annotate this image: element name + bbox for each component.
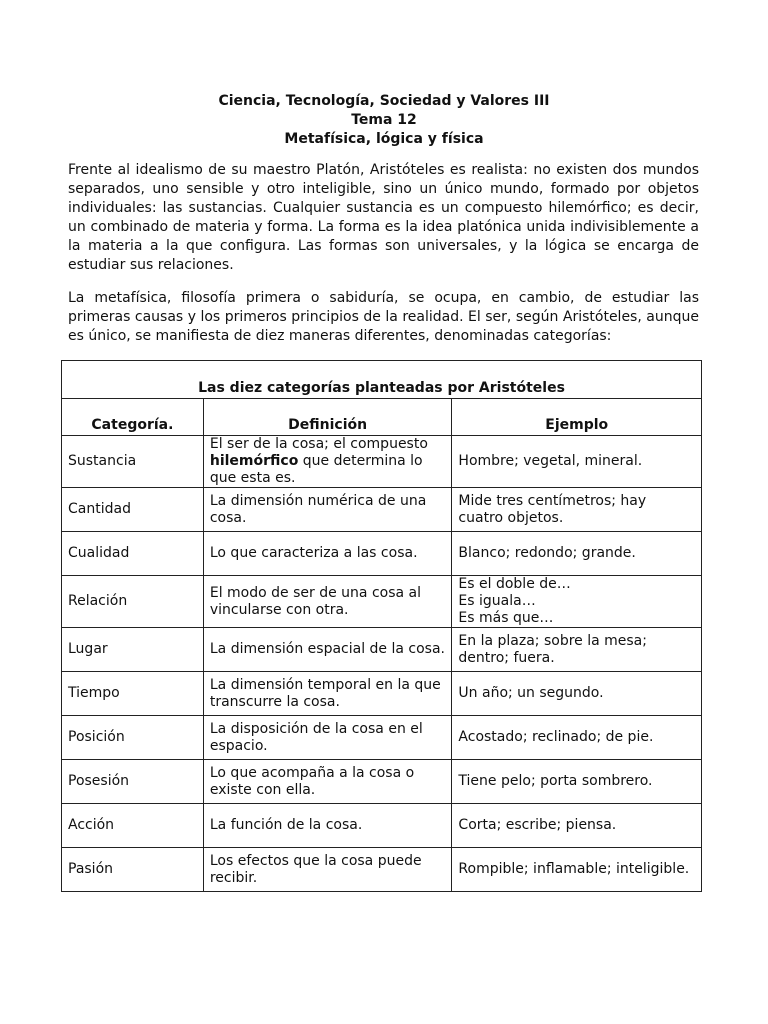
example-cell — [452, 576, 702, 628]
example-line: Es más que… — [458, 610, 554, 626]
example-cell — [452, 716, 702, 760]
table-caption-row — [62, 361, 702, 399]
table-row — [62, 804, 702, 848]
category-cell: Relación — [62, 576, 204, 628]
paragraph-intro: Frente al idealismo de su maestro Platón, Aristóteles es realista: no existen dos mundos separados, uno sensible y otro inteligible, sino un único mundo, formado por objetos individuales: las sustancias. Cualquier sustancia es un compuesto hilemórfico; es decir, un combinado de materia y forma. La forma es la idea platónica unida indivisiblemente a la materia a la que configura. Las formas son universales, y la lógica se encarga de estudiar sus relaciones. — [68, 162, 699, 273]
category-cell: Sustancia — [62, 436, 204, 488]
definition-bold-term: hilemórfico — [209, 453, 299, 469]
example-line: Blanco; redondo; grande. — [458, 545, 636, 561]
definition-cell: La función de la cosa. — [203, 804, 452, 848]
example-line: En la plaza; sobre la mesa; dentro; fuera. — [458, 632, 647, 666]
example-line: Corta; escribe; piensa. — [458, 817, 617, 833]
example-line: Rompible; inflamable; inteligible. — [458, 861, 690, 877]
table-caption: Las diez categorías planteadas por Aristóteles — [62, 361, 702, 399]
table-row — [62, 576, 702, 628]
definition-cell: Lo que acompaña a la cosa o existe con ella. — [203, 760, 452, 804]
category-cell: Posición — [62, 716, 204, 760]
definition-cell: La disposición de la cosa en el espacio. — [203, 716, 452, 760]
topic-title: Metafísica, lógica y física — [284, 131, 484, 147]
definition-cell: Lo que caracteriza a las cosa. — [203, 532, 452, 576]
table-header-row — [62, 399, 702, 436]
column-header-category: Categoría. — [62, 399, 204, 436]
column-header-example: Ejemplo — [452, 399, 702, 436]
example-cell — [452, 848, 702, 892]
table-row — [62, 716, 702, 760]
example-cell — [452, 436, 702, 488]
example-line: Un año; un segundo. — [458, 685, 604, 701]
table-row — [62, 436, 702, 488]
example-line: Hombre; vegetal, mineral. — [458, 453, 643, 469]
category-cell: Tiempo — [62, 672, 204, 716]
definition-text: El ser de la cosa; el compuesto — [209, 436, 428, 452]
document-header — [0, 92, 768, 149]
definition-cell: La dimensión espacial de la cosa. — [203, 628, 452, 672]
example-line: Tiene pelo; porta sombrero. — [458, 773, 653, 789]
example-line: Mide tres centímetros; hay cuatro objetos. — [458, 492, 647, 526]
example-cell — [452, 628, 702, 672]
example-line: Es iguala… — [458, 593, 536, 609]
example-line: Es el doble de… — [458, 576, 571, 592]
category-cell: Cualidad — [62, 532, 204, 576]
definition-cell: Los efectos que la cosa puede recibir. — [203, 848, 452, 892]
table-row — [62, 532, 702, 576]
category-cell: Lugar — [62, 628, 204, 672]
column-header-definition: Definición — [203, 399, 452, 436]
example-cell — [452, 532, 702, 576]
definition-cell: El modo de ser de una cosa al vincularse con otra. — [203, 576, 452, 628]
definition-cell: La dimensión temporal en la que transcurre la cosa. — [203, 672, 452, 716]
category-cell: Cantidad — [62, 488, 204, 532]
table-row — [62, 760, 702, 804]
paragraph-metaphysics: La metafísica, filosofía primera o sabiduría, se ocupa, en cambio, de estudiar las primeras causas y los primeros principios de la realidad. El ser, según Aristóteles, aunque es único, se manifiesta de diez maneras diferentes, denominadas categorías: — [68, 290, 699, 344]
example-cell — [452, 672, 702, 716]
table-row — [62, 672, 702, 716]
categories-table — [61, 360, 702, 892]
example-cell — [452, 804, 702, 848]
definition-cell: La dimensión numérica de una cosa. — [203, 488, 452, 532]
example-cell — [452, 488, 702, 532]
table-row — [62, 488, 702, 532]
definition-text: que determina lo que esta es. — [209, 453, 423, 486]
course-title: Ciencia, Tecnología, Sociedad y Valores III — [218, 93, 550, 109]
example-cell — [452, 760, 702, 804]
example-line: Acostado; reclinado; de pie. — [458, 729, 654, 745]
category-cell: Pasión — [62, 848, 204, 892]
topic-number: Tema 12 — [351, 112, 417, 128]
category-cell: Posesión — [62, 760, 204, 804]
category-cell: Acción — [62, 804, 204, 848]
table-row — [62, 628, 702, 672]
definition-cell — [203, 436, 452, 488]
table-row — [62, 848, 702, 892]
